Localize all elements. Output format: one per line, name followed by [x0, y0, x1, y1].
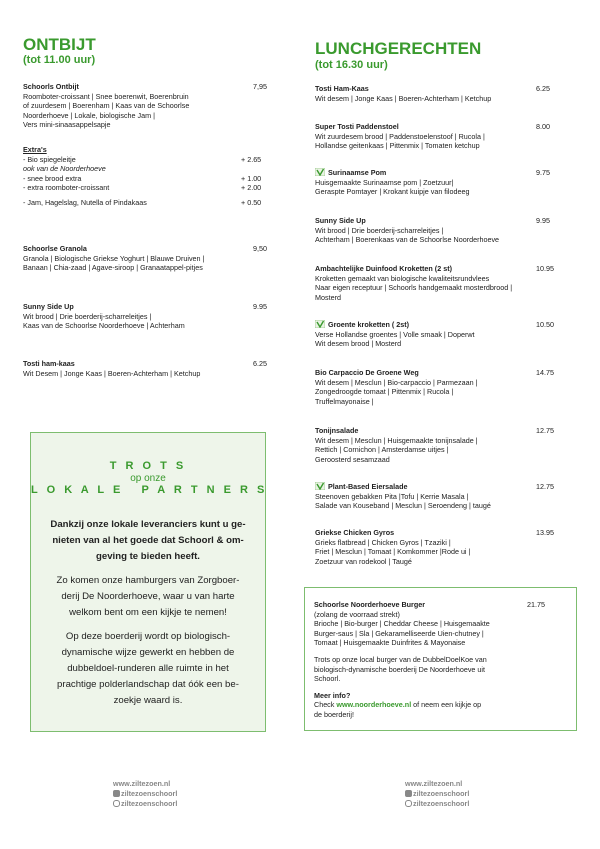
menu-item-price: 14.75 — [536, 368, 554, 377]
menu-item-description: Vers mini-sinaasappelsapje — [23, 120, 111, 130]
menu-item-description: Noorderhoeve | Lokale, biologische Jam | — [23, 110, 155, 120]
menu-item-name: Griekse Chicken Gyros — [315, 528, 395, 537]
menu-item-price: 12.75 — [536, 482, 554, 491]
footer-right — [405, 779, 469, 809]
menu-item-name: Bio Carpaccio De Groene Weg — [315, 368, 419, 377]
menu-item — [23, 302, 273, 331]
menu-item-description: Zoetzuur van rodekool | Taugé — [315, 556, 412, 566]
website-link[interactable]: www.ziltezoen.nl — [113, 779, 171, 788]
burger-name: Schoorlse Noorderhoeve Burger — [314, 600, 426, 609]
menu-item-name: Sunny Side Up — [23, 302, 74, 311]
menu-item-price: 9,50 — [253, 244, 267, 253]
menu-item-price: 6.25 — [536, 84, 550, 93]
local-partners-heading: T R O T S — [109, 460, 187, 472]
body-text: Zo komen onze hamburgers van Zorgboer- — [56, 575, 240, 586]
menu-item-price: 9.95 — [536, 216, 550, 225]
menu-item-description: Wit desem | Mesclun | Bio-carpaccio | Parmezaan | — [315, 377, 478, 387]
menu-item — [315, 368, 577, 406]
body-text: Op deze boerderij wordt op biologisch- — [65, 631, 231, 642]
menu-item-description: Wit brood | Drie boerderij-scharreleitjes | — [315, 225, 444, 235]
instagram-handle[interactable]: ziltezoenschoorl — [413, 799, 470, 808]
extra-price: + 2.65 — [241, 154, 262, 164]
menu-item-description: Wit Desem | Jonge Kaas | Boeren-Achterham | Ketchup — [23, 368, 201, 378]
menu-item-description: Wit desem | Mesclun | Huisgemaakte tonijnsalade | — [315, 435, 478, 445]
body-text: dubbeldoel-runderen alle ruimte in het — [67, 663, 229, 674]
menu-item-description: Kroketten gemaakt van biologische kwaliteitsrundvlees — [315, 273, 490, 283]
menu-item-description: Geraspte Pomtayer | Krokant kuipje van filodeeg — [315, 187, 470, 197]
menu-item-description: of zuurdesem | Boerenham | Kaas van de Schoorlse — [23, 101, 190, 111]
menu-item-description: Salade van Kouseband | Mesclun | Seroendeng | taugé — [315, 501, 491, 511]
instagram-handle[interactable]: ziltezoenschoorl — [121, 799, 178, 808]
menu-item-description: Naar eigen receptuur | Schoorls handgemaakt mosterdbrood | — [315, 283, 513, 293]
menu-item-name: Surinaamse Pom — [328, 168, 387, 177]
body-text: prachtige polderlandschap dat óók een be- — [57, 679, 239, 690]
menu-item-name: Sunny Side Up — [315, 216, 366, 225]
menu-item-name: Schoorls Ontbijt — [23, 82, 79, 91]
body-text: dynamische wijze gewerkt en hebben de — [61, 647, 235, 658]
extras-section — [23, 145, 271, 208]
facebook-icon — [113, 790, 120, 797]
menu-item-price: 7,95 — [253, 82, 267, 91]
facebook-handle[interactable]: ziltezoenschoorl — [413, 789, 470, 798]
menu-item-price: 13.95 — [536, 528, 554, 537]
menu-item-description: Zongedroogde tomaat | Pittenmix | Rucola | — [315, 387, 454, 397]
extra-label: - snee brood extra — [23, 173, 82, 183]
burger-note: Schoorl. — [314, 674, 341, 684]
noorderhoeve-link[interactable]: www.noorderhoeve.nl — [336, 700, 412, 710]
menu-item-price: 10.50 — [536, 320, 554, 329]
menu-item-price: 9.75 — [536, 168, 550, 177]
extra-price: + 1.00 — [241, 173, 262, 183]
burger-note: Trots op onze local burger van de DubbelDoelKoe van — [314, 654, 487, 664]
menu-item-name: Plant-Based Eiersalade — [328, 482, 408, 491]
extra-label: - Bio spiegeleitje — [23, 154, 76, 164]
burger-item — [314, 600, 569, 720]
menu-item — [315, 264, 577, 302]
menu-item-name: Groente kroketten ( 2st) — [328, 320, 410, 329]
intro-text: geving te bieden heeft. — [96, 551, 200, 562]
menu-item-name: Ambachtelijke Duinfood Kroketten (2 st) — [315, 264, 452, 273]
body-text: derij De Noorderhoeve, waar u van harte — [61, 591, 235, 602]
more-info-text: Check — [314, 700, 337, 710]
menu-item-description: Friet | Mesclun | Tomaat | Komkommer |Rode ui | — [315, 547, 471, 557]
local-partners-heading-2: L O K A L E P A R T N E R S — [31, 484, 268, 496]
menu-item — [315, 426, 577, 464]
vegetarian-icon — [315, 482, 325, 490]
menu-item-description: Huisgemaakte Surinaamse pom | Zoetzuur| — [315, 177, 454, 187]
lunch-subtitle: (tot 16.30 uur) — [315, 59, 388, 71]
menu-item-description: Wit zuurdesem brood | Paddenstoelenstoof | Rucola | — [315, 131, 485, 141]
menu-item — [315, 84, 577, 103]
menu-item-description: Wit desem brood | Mosterd — [315, 339, 402, 349]
menu-item — [23, 244, 273, 273]
menu-item-name: Tonijnsalade — [315, 426, 359, 435]
vegetarian-icon — [315, 320, 325, 328]
menu-item — [23, 82, 273, 130]
menu-item-description: Granola | Biologische Griekse Yoghurt | Blauwe Druiven | — [23, 253, 205, 263]
menu-item-price: 12.75 — [536, 426, 554, 435]
extra-price: + 0.50 — [241, 197, 262, 207]
extra-label: ook van de Noorderhoeve — [23, 164, 106, 174]
menu-item-description: Geroosterd sesamzaad — [315, 454, 390, 464]
menu-item-description: Achterham | Boerenkaas van de Schoorlse Noorderhoeve — [315, 235, 500, 245]
menu-item-name: Tosti ham-kaas — [23, 359, 75, 368]
burger-box — [304, 587, 577, 731]
burger-note: biologisch-dynamische boerderij De Noorderhoeve uit — [314, 664, 485, 674]
menu-item — [315, 320, 577, 349]
intro-text: Dankzij onze lokale leveranciers kunt u ge- — [50, 519, 246, 530]
menu-item — [315, 122, 577, 151]
menu-item-description: Rettich | Cornichon | Amsterdamse uitjes | — [315, 445, 449, 455]
body-text: welkom bent om een kijkje te nemen! — [69, 607, 227, 618]
menu-item-description: Hollandse geitenkaas | Pittenmix | Tomaten ketchup — [315, 141, 480, 151]
menu-item-name: Super Tosti Paddenstoel — [315, 122, 399, 131]
extra-label: - Jam, Hagelslag, Nutella of Pindakaas — [23, 197, 147, 207]
body-text: zoekje waard is. — [113, 695, 183, 706]
menu-item-price: 8.00 — [536, 122, 550, 131]
extra-label: - extra roomboter-croissant — [23, 183, 110, 193]
menu-item — [315, 482, 577, 511]
facebook-icon — [405, 790, 412, 797]
burger-description: Tomaat | Huisgemaakte Duinfrites & Mayonaise — [314, 638, 466, 648]
local-partners-subheading: op onze — [130, 473, 166, 484]
instagram-icon — [113, 800, 120, 807]
menu-item — [23, 359, 273, 378]
menu-item-price: 10.95 — [536, 264, 554, 273]
menu-item-description: Roomboter-croissant | Snee boerenwit, Boerenbruin — [23, 91, 189, 101]
instagram-icon — [405, 800, 412, 807]
menu-item-description: Wit desem | Jonge Kaas | Boeren-Achterham | Ketchup — [315, 93, 492, 103]
more-info-text: of neem een kijkje op — [411, 700, 482, 710]
menu-item-description: Banaan | Chia-zaad | Agave-siroop | Granaatappel-pitjes — [23, 263, 203, 273]
burger-price: 21.75 — [527, 600, 545, 609]
menu-item — [315, 528, 577, 566]
extras-title: Extra's — [23, 145, 47, 154]
menu-item-price: 6.25 — [253, 359, 267, 368]
menu-item-description: Steenoven gebakken Pita |Tofu | Kerrie Masala | — [315, 491, 469, 501]
more-info-text: de boerderij! — [314, 709, 354, 719]
breakfast-title: ONTBIJT — [23, 35, 96, 54]
menu-item-description: Mosterd — [315, 292, 341, 302]
burger-description: (zolang de voorraad strekt) — [314, 609, 400, 619]
menu-item-description: Wit brood | Drie boerderij-scharreleitjes | — [23, 311, 152, 321]
menu-item-price: 9.95 — [253, 302, 267, 311]
menu-item-description: Truffelmayonaise | — [315, 396, 374, 406]
menu-item-description: Verse Hollandse groentes | Volle smaak | Doperwt — [315, 329, 475, 339]
burger-description: Burger-saus | Sla | Gekaramelliseerde Uien-chutney | — [314, 628, 484, 638]
breakfast-subtitle: (tot 11.00 uur) — [23, 54, 96, 66]
menu-item-description: Grieks flatbread | Chicken Gyros | Tzaziki | — [315, 537, 451, 547]
burger-description: Brioche | Bio-burger | Cheddar Cheese | Huisgemaakte — [314, 619, 490, 629]
local-partners-box — [30, 432, 266, 732]
intro-text: nieten van al het goede dat Schoorl & om- — [52, 535, 244, 546]
lunch-title: LUNCHGERECHTEN — [315, 39, 482, 58]
extra-price: + 2.00 — [241, 183, 262, 193]
footer-left — [113, 779, 177, 809]
menu-item — [315, 216, 577, 245]
menu-item-name: Schoorlse Granola — [23, 244, 87, 253]
menu-item — [315, 168, 577, 197]
more-info-title: Meer info? — [314, 690, 351, 700]
vegetarian-icon — [315, 168, 325, 176]
menu-item-description: Kaas van de Schoorlse Noorderhoeve | Achterham — [23, 321, 185, 331]
facebook-handle[interactable]: ziltezoenschoorl — [121, 789, 178, 798]
menu-item-name: Tosti Ham-Kaas — [315, 84, 369, 93]
website-link[interactable]: www.ziltezoen.nl — [405, 779, 463, 788]
